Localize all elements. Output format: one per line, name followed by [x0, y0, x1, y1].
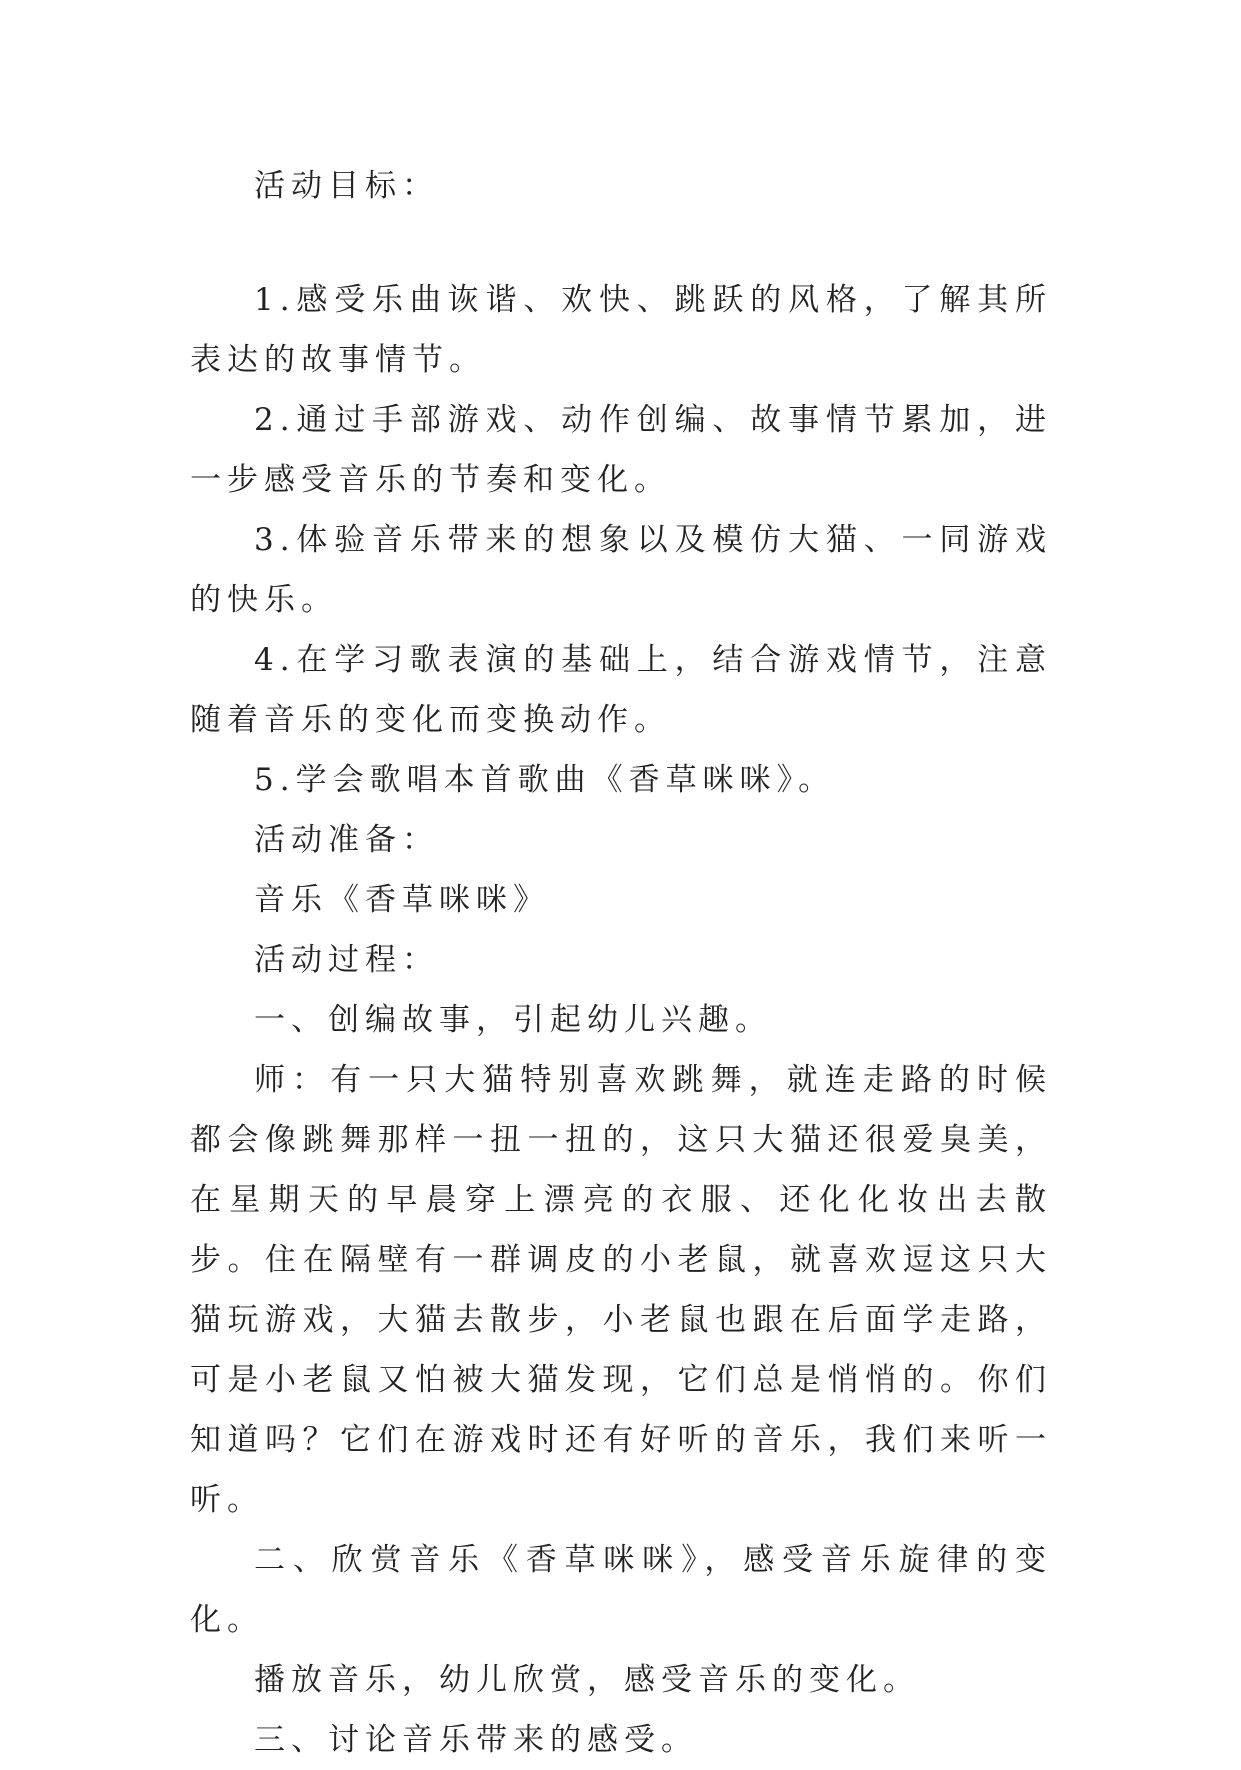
teacher-story-paragraph: 师：有一只大猫特别喜欢跳舞，就连走路的时候都会像跳舞那样一扭一扭的，这只大猫还很爱臭美，在星期天的早晨穿上漂亮的衣服、还化化妆出去散步。住在隔壁有一群调皮的小老鼠，就喜欢逗这只大猫玩游戏，大猫去散步，小老鼠也跟在后面学走路，可是小老鼠又怕被大猫发现，它们总是悄悄的。你们知道吗？它们在游戏时还有好听的音乐，我们来听一听。: [190, 1062, 1052, 1518]
goal-item-4: 4.在学习歌表演的基础上，结合游戏情节，注意随着音乐的变化而变换动作。: [190, 642, 1052, 738]
process-step-3: 三、讨论音乐带来的感受。: [254, 1722, 698, 1758]
section-heading-goals: 活动目标：: [254, 168, 439, 204]
goal-item-3: 3.体验音乐带来的想象以及模仿大猫、一同游戏的快乐。: [190, 522, 1052, 618]
section-heading-preparation: 活动准备：: [254, 822, 439, 858]
process-step-2: 二、欣赏音乐《香草咪咪》，感受音乐旋律的变化。: [190, 1542, 1052, 1638]
document-body: [190, 156, 1052, 1770]
section-heading-process: 活动过程：: [254, 942, 439, 978]
goal-item-2: 2.通过手部游戏、动作创编、故事情节累加，进一步感受音乐的节奏和变化。: [190, 402, 1052, 498]
goal-item-1: 1.感受乐曲诙谐、欢快、跳跃的风格，了解其所表达的故事情节。: [190, 282, 1052, 378]
process-step-1: 一、创编故事，引起幼儿兴趣。: [254, 1002, 772, 1038]
preparation-item: 音乐《香草咪咪》: [254, 882, 550, 918]
process-step-2-detail: 播放音乐，幼儿欣赏，感受音乐的变化。: [254, 1662, 920, 1698]
goal-item-5: 5.学会歌唱本首歌曲《香草咪咪》。: [254, 762, 836, 798]
